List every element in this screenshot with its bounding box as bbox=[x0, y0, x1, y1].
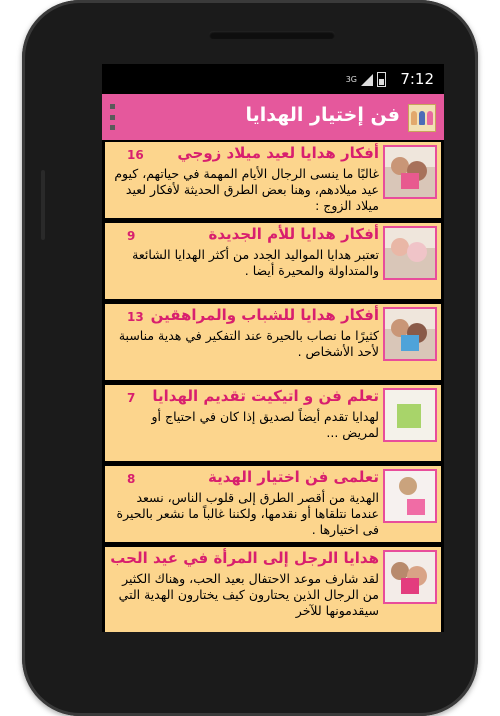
battery-icon bbox=[377, 72, 386, 87]
item-title: تعلم فن و اتيكيت تقديم الهدايا bbox=[152, 387, 379, 405]
phone-side-button bbox=[41, 170, 45, 240]
couple-gift-thumbnail bbox=[383, 145, 437, 199]
list-item[interactable] bbox=[105, 304, 441, 380]
item-title: أفكار هدايا للشباب والمراهقين bbox=[150, 306, 379, 324]
app-icon bbox=[408, 104, 436, 132]
item-title: أفكار هدايا للأم الجديدة bbox=[208, 225, 379, 243]
item-title: هدايا الرجل إلى المرأة في عيد الحب bbox=[110, 549, 379, 567]
topics-list bbox=[102, 140, 444, 632]
phone-screen bbox=[102, 64, 444, 632]
item-description: الهدية من أقصر الطرق إلى قلوب الناس، نسعد عندما نتلقاها أو نقدمها، ولكننا غالباً ما نشعر بالحيرة فى اختيارها . bbox=[116, 490, 379, 537]
status-time: 7:12 bbox=[400, 70, 434, 88]
woman-gift-thumbnail bbox=[383, 469, 437, 523]
signal-icon bbox=[361, 74, 373, 86]
valentine-gift-thumbnail bbox=[383, 550, 437, 604]
item-description: غالبًا ما ينسى الرجال الأيام المهمة في حياتهم، كيوم عيد ميلادهم، وهنا بعض الطرق الحديثة لأفكار لعيد ميلاد الزوج : bbox=[114, 166, 379, 213]
baby-gift-thumbnail bbox=[383, 226, 437, 280]
item-count: 7 bbox=[127, 391, 136, 405]
list-item[interactable] bbox=[105, 142, 441, 218]
list-item[interactable] bbox=[105, 547, 441, 632]
network-type-label: 3G bbox=[345, 75, 357, 84]
item-title: أفكار هدايا لعيد ميلاد زوجي bbox=[177, 144, 379, 162]
item-description: لقد شارف موعد الاحتفال بعيد الحب، وهناك الكثير من الرجال الذين يحتارون كيف يختارون الهدية التي سيقدمونها للآخر bbox=[118, 571, 379, 618]
status-bar bbox=[102, 64, 444, 94]
item-count: 9 bbox=[127, 229, 136, 243]
item-title: تعلمى فن اختيار الهدية bbox=[208, 468, 379, 486]
overflow-menu-icon[interactable] bbox=[108, 104, 116, 130]
item-count: 16 bbox=[127, 148, 144, 162]
app-title: فن إختيار الهدايا bbox=[245, 104, 400, 126]
phone-speaker bbox=[209, 31, 335, 39]
list-item[interactable] bbox=[105, 385, 441, 461]
gift-box-thumbnail bbox=[383, 388, 437, 442]
list-item[interactable] bbox=[105, 223, 441, 299]
item-count: 13 bbox=[127, 310, 144, 324]
phone-frame bbox=[22, 0, 478, 716]
app-bar bbox=[102, 94, 444, 140]
item-description: كثيرًا ما نصاب بالحيرة عند التفكير في هدية مناسبة لأحد الأشخاص . bbox=[118, 328, 379, 359]
teens-gift-thumbnail bbox=[383, 307, 437, 361]
item-description: تعتبر هدايا المواليد الجدد من أكثر الهدايا الشائعة والمتداولة والمحيرة أيضا . bbox=[132, 247, 379, 278]
status-icons bbox=[346, 72, 386, 87]
list-item[interactable] bbox=[105, 466, 441, 542]
item-description: لهدايا تقدم أيضاً لصديق إذا كان في احتياج أو لمريض ... bbox=[151, 409, 379, 440]
item-count: 8 bbox=[127, 472, 136, 486]
